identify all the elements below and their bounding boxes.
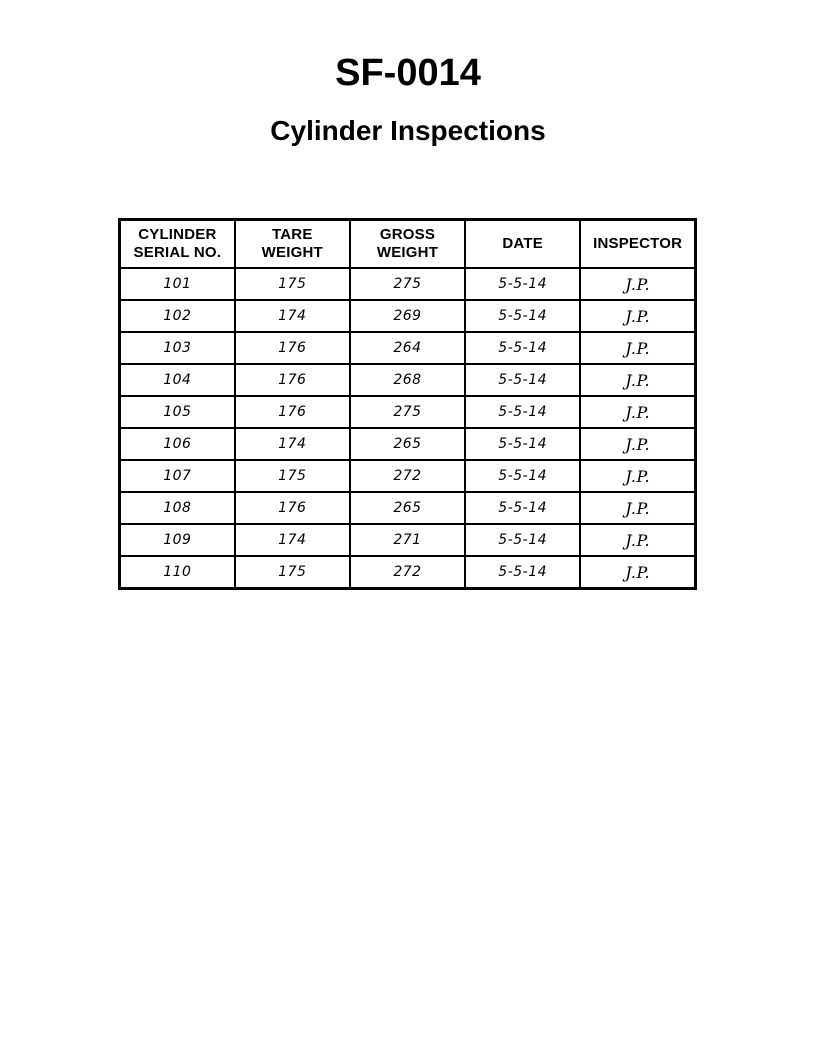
cell-inspector: J.P. — [580, 524, 695, 556]
table-row — [120, 364, 696, 396]
table-row — [120, 556, 696, 589]
cell-tare-weight: 176 — [235, 364, 350, 396]
header-line: WEIGHT — [261, 244, 323, 261]
table-row — [120, 332, 696, 364]
table-row — [120, 300, 696, 332]
cell-date: 5-5-14 — [465, 492, 580, 524]
table-row — [120, 396, 696, 428]
cell-serial-no: 105 — [120, 396, 235, 428]
cell-gross-weight: 271 — [350, 524, 465, 556]
cell-date: 5-5-14 — [465, 396, 580, 428]
cell-date: 5-5-14 — [465, 332, 580, 364]
cell-inspector: J.P. — [580, 460, 695, 492]
cell-gross-weight: 265 — [350, 492, 465, 524]
document-title: Cylinder Inspections — [270, 115, 546, 146]
header-line: WEIGHT — [376, 244, 439, 261]
cell-date: 5-5-14 — [465, 556, 580, 589]
cell-inspector: J.P. — [580, 492, 695, 524]
cell-date: 5-5-14 — [465, 300, 580, 332]
cell-gross-weight: 272 — [350, 460, 465, 492]
cell-gross-weight: 265 — [350, 428, 465, 460]
cell-gross-weight: 268 — [350, 364, 465, 396]
table-header — [120, 220, 696, 269]
table-row — [120, 460, 696, 492]
header-cylinder-serial-no — [120, 220, 235, 269]
cell-inspector: J.P. — [580, 268, 695, 300]
table-row — [120, 492, 696, 524]
cell-serial-no: 108 — [120, 492, 235, 524]
cell-inspector: J.P. — [580, 396, 695, 428]
cell-tare-weight: 175 — [235, 268, 350, 300]
cell-serial-no: 106 — [120, 428, 235, 460]
cell-inspector: J.P. — [580, 428, 695, 460]
header-date — [465, 220, 580, 269]
cell-gross-weight: 264 — [350, 332, 465, 364]
cell-serial-no: 107 — [120, 460, 235, 492]
cell-tare-weight: 176 — [235, 332, 350, 364]
header-line: SERIAL NO. — [133, 244, 222, 261]
cell-tare-weight: 174 — [235, 524, 350, 556]
cell-gross-weight: 272 — [350, 556, 465, 589]
cell-date: 5-5-14 — [465, 268, 580, 300]
cell-tare-weight: 175 — [235, 556, 350, 589]
cell-serial-no: 101 — [120, 268, 235, 300]
cell-serial-no: 102 — [120, 300, 235, 332]
header-line: INSPECTOR — [593, 235, 683, 252]
cell-serial-no: 103 — [120, 332, 235, 364]
cell-serial-no: 109 — [120, 524, 235, 556]
cell-gross-weight: 275 — [350, 268, 465, 300]
cell-inspector: J.P. — [580, 300, 695, 332]
cell-gross-weight: 275 — [350, 396, 465, 428]
header-inspector — [580, 220, 695, 269]
cell-tare-weight: 174 — [235, 428, 350, 460]
cylinder-inspections-table — [118, 218, 697, 590]
cell-tare-weight: 176 — [235, 396, 350, 428]
header-line: GROSS — [379, 226, 436, 243]
cell-date: 5-5-14 — [465, 364, 580, 396]
cell-tare-weight: 174 — [235, 300, 350, 332]
header-line: CYLINDER — [138, 226, 217, 243]
cell-date: 5-5-14 — [465, 460, 580, 492]
cell-serial-no: 104 — [120, 364, 235, 396]
cell-gross-weight: 269 — [350, 300, 465, 332]
document-id: SF-0014 — [335, 52, 481, 94]
cell-inspector: J.P. — [580, 332, 695, 364]
cell-tare-weight: 175 — [235, 460, 350, 492]
cell-date: 5-5-14 — [465, 524, 580, 556]
table-row — [120, 268, 696, 300]
cell-serial-no: 110 — [120, 556, 235, 589]
header-line: TARE — [272, 226, 313, 243]
table-body — [120, 268, 696, 589]
table-row — [120, 428, 696, 460]
header-row — [120, 220, 696, 269]
header-line: DATE — [502, 235, 543, 252]
cell-inspector: J.P. — [580, 556, 695, 589]
header-tare-weight — [235, 220, 350, 269]
cell-inspector: J.P. — [580, 364, 695, 396]
cell-tare-weight: 176 — [235, 492, 350, 524]
cell-date: 5-5-14 — [465, 428, 580, 460]
table-row — [120, 524, 696, 556]
header-gross-weight — [350, 220, 465, 269]
